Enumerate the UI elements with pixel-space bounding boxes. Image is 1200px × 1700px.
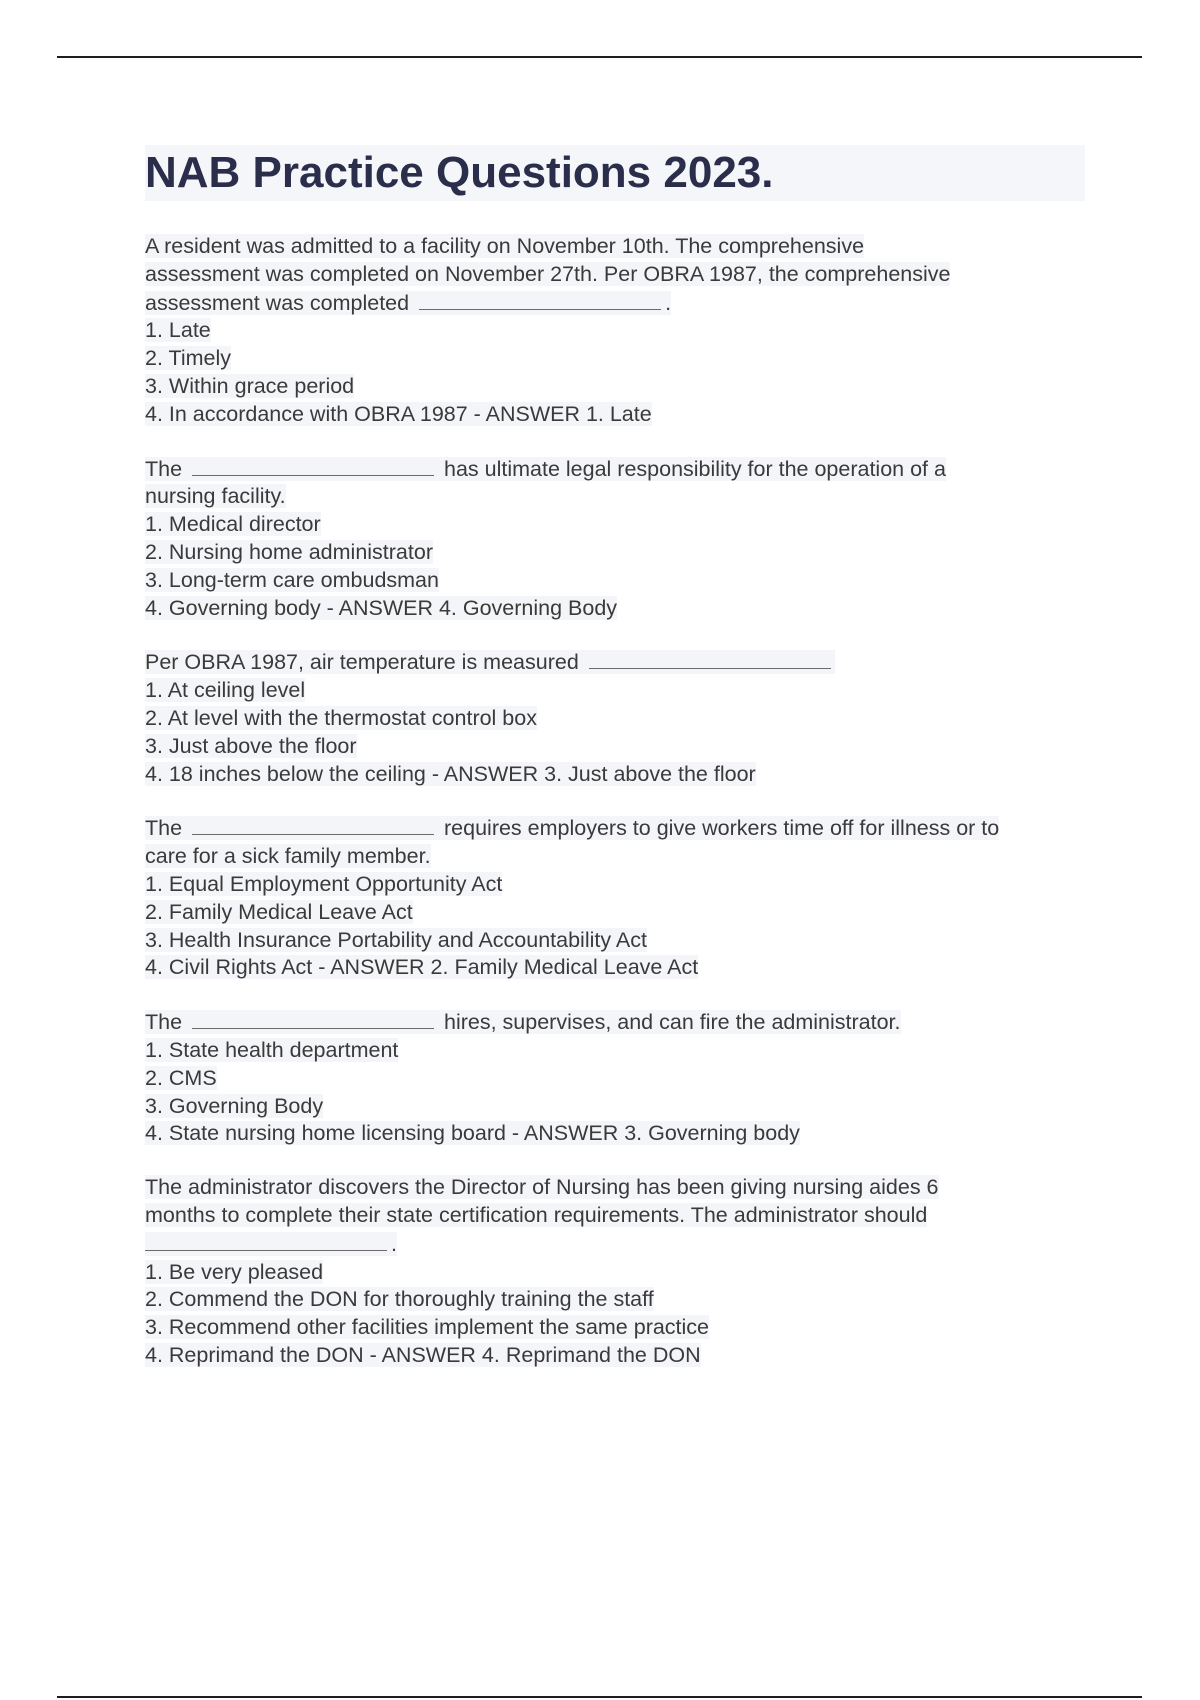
question-stem-line	[145, 1202, 1085, 1230]
question-block	[145, 814, 1085, 982]
fill-in-blank	[419, 289, 661, 310]
stem-text	[145, 844, 431, 868]
stem-text	[145, 262, 950, 286]
question-block	[145, 648, 1085, 788]
stem-text-before: The	[145, 1010, 189, 1035]
question-block	[145, 233, 1085, 429]
question-stem-line	[145, 261, 1085, 289]
stem-text	[145, 291, 671, 315]
stem-text-after: hires, supervises, and can fire the administrator.	[438, 1010, 901, 1035]
document-content	[145, 145, 1085, 1370]
answer-option	[145, 733, 1085, 761]
page-title: NAB Practice Questions 2023.	[145, 145, 1085, 201]
option-text: 1. State health department	[145, 1037, 399, 1062]
option-text: 4. Civil Rights Act - ANSWER 2. Family Medical Leave Act	[145, 955, 699, 980]
answer-option	[145, 1314, 1085, 1342]
option-text: 3. Long-term care ombudsman	[145, 567, 439, 592]
option-text: 2. Nursing home administrator	[145, 539, 433, 564]
question-stem-line	[145, 843, 1085, 871]
answer-option	[145, 539, 1085, 567]
answer-option	[145, 1342, 1085, 1370]
stem-text	[145, 650, 835, 674]
option-text: 2. At level with the thermostat control box	[145, 705, 537, 730]
question-block	[145, 455, 1085, 623]
stem-text-before: assessment was completed on November 27th. Per OBRA 1987, the comprehensive	[145, 261, 951, 286]
stem-text-after: has ultimate legal responsibility for the operation of a	[438, 456, 946, 481]
fill-in-blank	[589, 648, 831, 669]
option-text: 1. At ceiling level	[145, 678, 306, 703]
option-text: 3. Just above the floor	[145, 733, 357, 758]
fill-in-blank	[192, 455, 434, 476]
answer-option	[145, 954, 1085, 982]
answer-option	[145, 927, 1085, 955]
stem-text	[145, 1232, 397, 1256]
option-text: 4. Governing body - ANSWER 4. Governing Body	[145, 595, 618, 620]
bottom-rule	[57, 1696, 1142, 1698]
stem-text-before: nursing facility.	[145, 484, 286, 509]
question-block	[145, 1174, 1085, 1370]
answer-option	[145, 1120, 1085, 1148]
question-stem-line	[145, 455, 1085, 484]
answer-option	[145, 1065, 1085, 1093]
question-stem-line	[145, 233, 1085, 261]
answer-option	[145, 1286, 1085, 1314]
answer-option	[145, 511, 1085, 539]
option-text: 3. Within grace period	[145, 373, 355, 398]
fill-in-blank	[145, 1230, 387, 1251]
option-text: 1. Be very pleased	[145, 1259, 324, 1284]
answer-option	[145, 373, 1085, 401]
option-text: 3. Health Insurance Portability and Accountability Act	[145, 927, 647, 952]
stem-text-before: Per OBRA 1987, air temperature is measured	[145, 650, 585, 675]
stem-text	[145, 816, 999, 840]
option-text: 3. Recommend other facilities implement the same practice	[145, 1315, 710, 1340]
question-stem-line	[145, 648, 1085, 677]
answer-option	[145, 1093, 1085, 1121]
question-stem-line	[145, 289, 1085, 318]
stem-text-before: The	[145, 816, 189, 841]
stem-text	[145, 1010, 901, 1034]
option-text: 3. Governing Body	[145, 1093, 324, 1118]
question-stem-line	[145, 1230, 1085, 1259]
answer-option	[145, 567, 1085, 595]
answer-option	[145, 317, 1085, 345]
stem-text	[145, 484, 286, 508]
stem-text-before: months to complete their state certification requirements. The administrator should	[145, 1202, 928, 1227]
stem-text-after: .	[665, 290, 672, 315]
stem-text-after: requires employers to give workers time off for illness or to	[438, 816, 1000, 841]
question-list	[145, 233, 1085, 1370]
answer-option	[145, 1037, 1085, 1065]
answer-option	[145, 705, 1085, 733]
question-stem-line	[145, 483, 1085, 511]
option-text: 4. In accordance with OBRA 1987 - ANSWER 1. Late	[145, 401, 652, 426]
answer-option	[145, 345, 1085, 373]
stem-text	[145, 1203, 927, 1227]
fill-in-blank	[192, 1008, 434, 1029]
question-block	[145, 1008, 1085, 1148]
stem-text-before: assessment was completed	[145, 290, 416, 315]
option-text: 1. Late	[145, 318, 211, 343]
answer-option	[145, 401, 1085, 429]
option-text: 4. 18 inches below the ceiling - ANSWER 3. Just above the floor	[145, 761, 756, 786]
option-text: 1. Medical director	[145, 512, 321, 537]
answer-option	[145, 677, 1085, 705]
answer-option	[145, 1259, 1085, 1287]
option-text: 2. Timely	[145, 346, 232, 371]
answer-option	[145, 595, 1085, 623]
option-text: 4. Reprimand the DON - ANSWER 4. Reprimand the DON	[145, 1342, 701, 1367]
answer-option	[145, 899, 1085, 927]
question-stem-line	[145, 814, 1085, 843]
stem-text-after: .	[391, 1231, 397, 1256]
answer-option	[145, 761, 1085, 789]
fill-in-blank	[192, 814, 434, 835]
stem-text	[145, 1175, 939, 1199]
question-stem-line	[145, 1174, 1085, 1202]
question-stem-line	[145, 1008, 1085, 1037]
top-rule	[57, 56, 1142, 58]
option-text: 1. Equal Employment Opportunity Act	[145, 871, 503, 896]
option-text: 2. CMS	[145, 1065, 217, 1090]
stem-text-before: The	[145, 456, 189, 481]
answer-option	[145, 871, 1085, 899]
option-text: 4. State nursing home licensing board - ANSWER 3. Governing body	[145, 1121, 800, 1146]
stem-text-before: care for a sick family member.	[145, 844, 431, 869]
option-text: 2. Family Medical Leave Act	[145, 899, 413, 924]
stem-text-before: A resident was admitted to a facility on November 10th. The comprehensive	[145, 234, 865, 258]
stem-text	[145, 234, 864, 258]
option-text: 2. Commend the DON for thoroughly training the staff	[145, 1287, 654, 1312]
stem-text	[145, 457, 946, 481]
stem-text-before: The administrator discovers the Director of Nursing has been giving nursing aides 6	[145, 1175, 939, 1200]
